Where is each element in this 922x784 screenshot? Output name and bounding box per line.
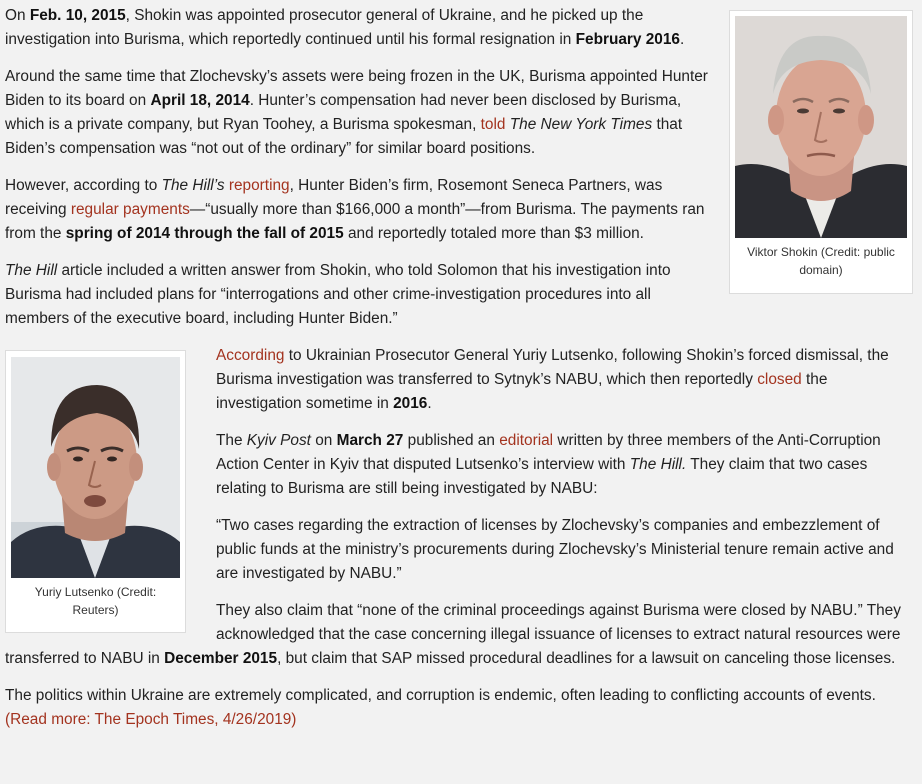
regular-payments-link[interactable]: regular payments (70, 201, 190, 218)
figure-lutsenko (5, 350, 186, 633)
lutsenko-caption: Yuriy Lutsenko (Credit: Reuters) (34, 585, 157, 617)
paragraph-1: On Feb. 10, 2015, Shokin was appointed prosecutor general of Ukraine, and he picked up the investigation into Burisma, which reportedly continued until his formal resignation in February 2016. (5, 7, 685, 48)
lutsenko-photo (11, 357, 180, 578)
editorial-link[interactable]: editorial (499, 432, 554, 449)
read-more-link[interactable]: (Read more: The Epoch Times, 4/26/2019) (5, 711, 297, 728)
told-link[interactable]: told (480, 116, 506, 133)
shokin-photo (735, 16, 907, 238)
paragraph-4: The Hill article included a written answer from Shokin, who told Solomon that his investigation into Burisma had included plans for “interrogations and other crime-investigation procedures into all members of the executive board, including Hunter Biden.” (5, 262, 671, 327)
paragraph-8: They also claim that “none of the criminal proceedings against Burisma were closed by NABU.” They acknowledged that the case concerning illegal issuance of licenses to extract natural resources were transferred to NABU in December 2015, but claim that SAP missed procedural deadlines for a lawsuit on canceling those licenses. (5, 602, 901, 667)
paragraph-3: However, according to The Hill’s reporting, Hunter Biden’s firm, Rosemont Seneca Partners, was receiving regular payments—“usually more than $166,000 a month”—from Burisma. The payments ran from the spring of 2014 through the fall of 2015 and reportedly totaled more than $3 million. (5, 177, 705, 242)
according-link[interactable]: According (216, 347, 285, 364)
reporting-link[interactable]: reporting (228, 177, 290, 194)
paragraph-5: According to Ukrainian Prosecutor General Yuriy Lutsenko, following Shokin’s forced dismissal, the Burisma investigation was transferred to Sytnyk’s NABU, which then reportedly closed the investigation sometime in 2016. (216, 347, 889, 412)
paragraph-2: Around the same time that Zlochevsky’s assets were being frozen in the UK, Burisma appointed Hunter Biden to its board on April 18, 2014. Hunter’s compensation had never been disclosed by Burisma, which is a private company, but Ryan Toohey, a Burisma spokesman, told The New York Times that Biden’s compensation was “not out of the ordinary” for similar board positions. (5, 68, 708, 157)
figure-shokin (729, 10, 913, 294)
paragraph-9: The politics within Ukraine are extremely complicated, and corruption is endemic, often leading to conflicting accounts of events. (Read more: The Epoch Times, 4/26/2019) (5, 687, 876, 728)
shokin-caption: Viktor Shokin (Credit: public domain) (747, 245, 895, 277)
quote-paragraph: “Two cases regarding the extraction of licenses by Zlochevsky’s companies and embezzlement of public funds at the ministry’s procurements during Zlochevsky’s Ministerial tenure remain active and are investigated by NABU.” (216, 517, 894, 582)
closed-link[interactable]: closed (757, 371, 802, 388)
paragraph-6: The Kyiv Post on March 27 published an editorial written by three members of the Anti-Corruption Action Center in Kyiv that disputed Lutsenko’s interview with The Hill. They claim that two cases relating to Burisma are still being investigated by NABU: (216, 432, 881, 497)
